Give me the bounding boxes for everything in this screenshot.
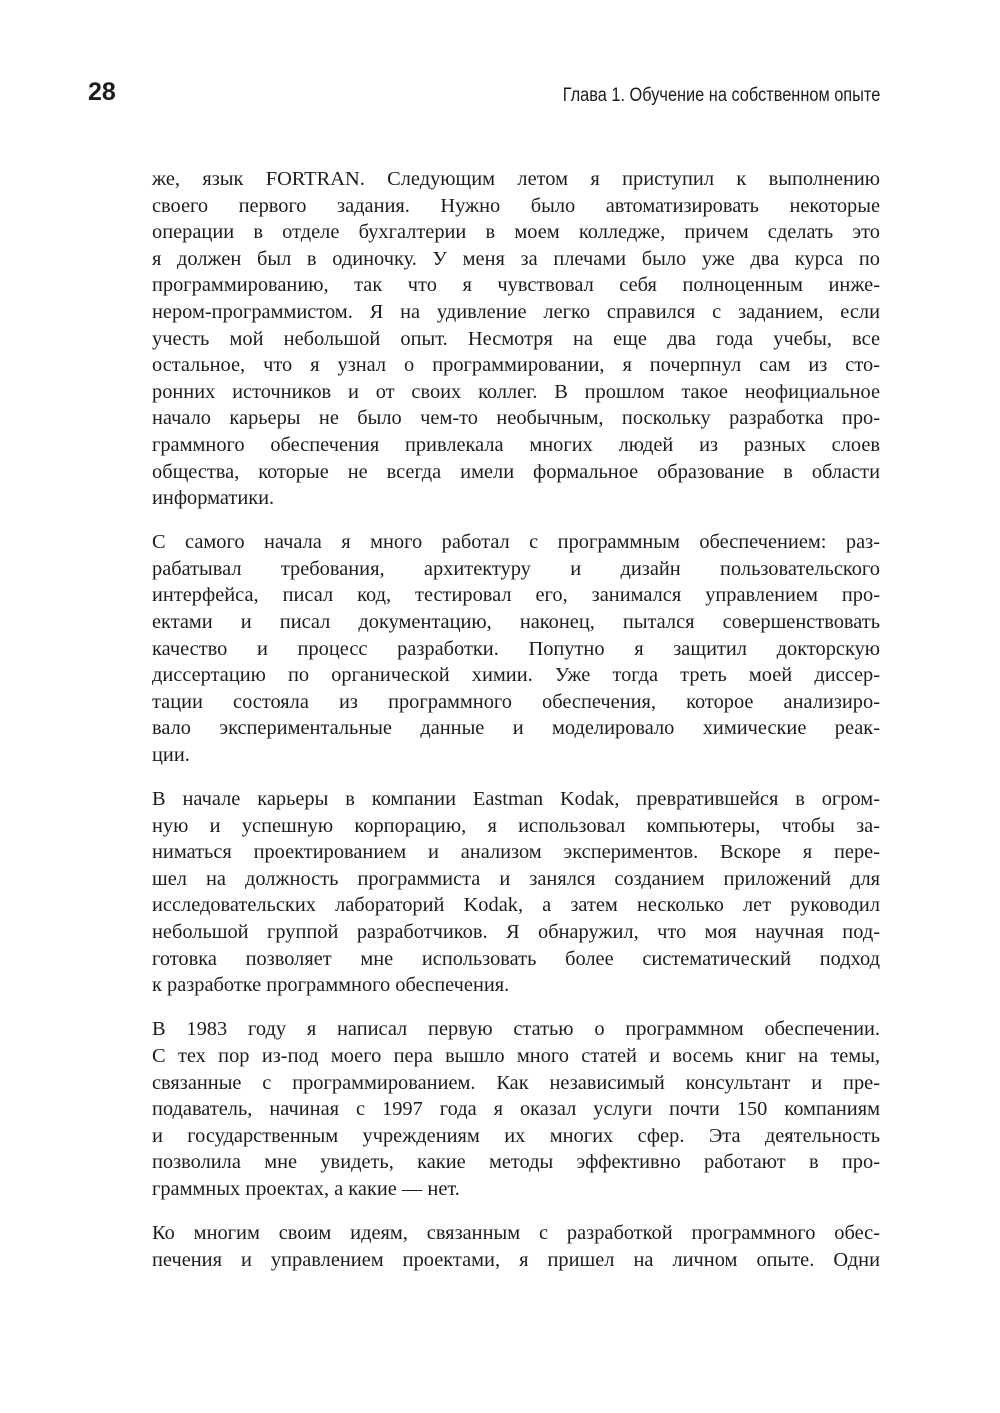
text-line: информатики.: [152, 487, 275, 510]
text-line: исследовательских лабораторий Kodak, а затем несколько лет руководил: [152, 894, 880, 917]
paragraph: [152, 529, 880, 768]
text-line: же, язык FORTRAN. Следующим летом я приступил к выполнению: [152, 168, 880, 190]
paragraph: [152, 786, 880, 999]
text-line: общества, которые не всегда имели формальное образование в области: [152, 460, 880, 483]
chapter-title: Глава 1. Обучение на собственном опыте: [562, 85, 880, 106]
text-line: граммного обеспечения привлекала многих людей из разных слоев: [152, 433, 880, 456]
paragraph: [152, 1220, 880, 1273]
text-line: граммных проектах, а какие — нет.: [152, 1177, 460, 1200]
body-text: [152, 166, 880, 1291]
text-line: начало карьеры не было чем-то необычным, поскольку разработка про-: [152, 407, 880, 430]
text-line: своего первого задания. Нужно было автоматизировать некоторые: [152, 194, 880, 217]
paragraph: [152, 166, 880, 512]
text-line: ниматься проектированием и анализом экспериментов. Вскоре я пере-: [152, 841, 880, 864]
text-line: программированию, так что я чувствовал себя полноценным инже-: [152, 274, 880, 297]
text-line: ную и успешную корпорацию, я использовал компьютеры, чтобы за-: [152, 814, 880, 837]
text-line: диссертацию по органической химии. Уже тогда треть моей диссер-: [152, 664, 880, 687]
text-line: позволила мне увидеть, какие методы эффективно работают в про-: [152, 1151, 880, 1174]
text-line: я должен был в одиночку. У меня за плечами было уже два курса по: [152, 247, 880, 270]
text-line: операции в отделе бухгалтерии в моем колледже, причем сделать это: [152, 221, 880, 244]
text-line: к разработке программного обеспечения.: [152, 974, 510, 997]
text-line: рабатывал требования, архитектуру и дизайн пользовательского: [152, 557, 880, 580]
text-line: печения и управлением проектами, я пришел на личном опыте. Одни: [152, 1248, 880, 1271]
text-line: Ко многим своим идеям, связанным с разработкой программного обес-: [152, 1221, 880, 1244]
text-line: В начале карьеры в компании Eastman Kodak, превратившейся в огром-: [152, 788, 880, 811]
text-line: С тех пор из-под моего пера вышло много статей и восемь книг на темы,: [152, 1044, 880, 1067]
text-line: учесть мой небольшой опыт. Несмотря на еще два года учебы, все: [152, 327, 880, 350]
text-line: интерфейса, писал код, тестировал его, занимался управлением про-: [152, 584, 880, 607]
text-line: шел на должность программиста и занялся созданием приложений для: [152, 867, 880, 890]
text-line: С самого начала я много работал с программным обеспечением: раз-: [152, 531, 880, 554]
text-line: и государственным учреждениям их многих сфер. Эта деятельность: [152, 1124, 880, 1147]
text-line: нером-программистом. Я на удивление легко справился с заданием, если: [152, 300, 880, 323]
text-line: небольшой группой разработчиков. Я обнаружил, что моя научная под-: [152, 921, 880, 944]
text-line: остальное, что я узнал о программировании, я почерпнул сам из сто-: [152, 354, 880, 377]
page-number: 28: [88, 78, 116, 106]
text-line: подаватель, начиная с 1997 года я оказал услуги почти 150 компаниям: [152, 1098, 880, 1121]
text-line: качество и процесс разработки. Попутно я защитил докторскую: [152, 637, 880, 660]
text-line: В 1983 году я написал первую статью о программном обеспечении.: [152, 1018, 880, 1041]
paragraph: [152, 1016, 880, 1202]
text-line: ронних источников и от своих коллег. В прошлом такое неофициальное: [152, 380, 880, 403]
text-line: ции.: [152, 743, 190, 766]
text-line: тации состояла из программного обеспечения, которое анализиро-: [152, 690, 880, 713]
text-line: готовка позволяет мне использовать более систематический подход: [152, 947, 880, 970]
text-line: вало экспериментальные данные и моделировало химические реак-: [152, 717, 880, 740]
text-line: связанные с программированием. Как независимый консультант и пре-: [152, 1071, 880, 1094]
text-line: ектами и писал документацию, наконец, пытался совершенствовать: [152, 611, 880, 633]
